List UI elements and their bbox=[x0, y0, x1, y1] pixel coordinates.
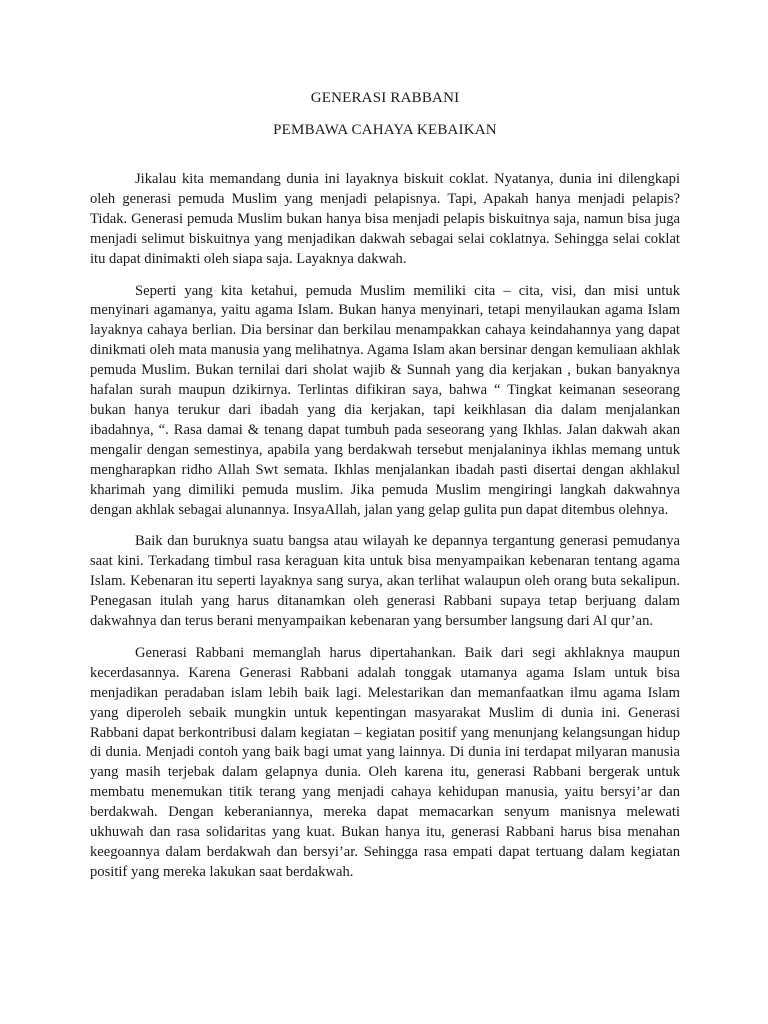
paragraph-2: Seperti yang kita ketahui, pemuda Muslim memiliki cita – cita, visi, dan misi untuk menyinari agamanya, yaitu agama Islam. Bukan hanya menyinari, tetapi menyilaukan agama Islam layaknya cahaya berlian. Dia bersinar dan berkilau menampakkan cahaya keindahannya yang dapat dinikmati oleh mata manusia yang melihatnya. Agama Islam akan bersinar dengan kemuliaan akhlak pemuda Muslim. Bukan ternilai dari sholat wajib & Sunnah yang dia kerjakan , bukan banyaknya hafalan surah maupun dzikirnya. Terlintas difikiran saya, bahwa “ Tingkat keimanan seseorang bukan hanya terukur dari ibadah yang dia kerjakan, tapi keikhlasan dia dalam menjalankan ibadahnya, “. Rasa damai & tenang dapat tumbuh pada seseorang yang Ikhlas. Jalan dakwah akan mengalir dengan semestinya, apabila yang berdakwah tersebut menjalaninya ikhlas memang untuk mengharapkan ridho Allah Swt semata. Ikhlas menjalankan ibadah pasti disertai dengan akhlakul kharimah yang dimiliki pemuda muslim. Jika pemuda Muslim mengiringi langkah dakwahnya dengan akhlak sebagai alunannya. InsyaAllah, jalan yang gelap gulita pun dapat ditembus olehnya. bbox=[90, 282, 680, 518]
paragraph-4: Generasi Rabbani memanglah harus dipertahankan. Baik dari segi akhlaknya maupun kecerdasannya. Karena Generasi Rabbani adalah tonggak utamanya agama Islam untuk bisa menjadikan peradaban islam lebih baik lagi. Melestarikan dan memanfaatkan ilmu agama Islam yang diperoleh sebaik mungkin untuk kepentingan masyarakat Muslim di dunia ini. Generasi Rabbani dapat berkontribusi dalam kegiatan – kegiatan positif yang menunjang kelangsungan hidup di dunia. Menjadi contoh yang baik bagi umat yang lainnya. Di dunia ini terdapat milyaran manusia yang masih terjebak dalam gelapnya dunia. Oleh karena itu, generasi Rabbani bergerak untuk membatu menemukan titik terang yang menjadi cahaya kehidupan manusia, yaitu bersyi’ar dan berdakwah. Dengan keberaniannya, mereka dapat memacarkan senyum manisnya melewati ukhuwah dan rasa solidaritas yang kuat. Bukan hanya itu, generasi Rabbani harus bisa menahan keegoannya dalam berdakwah dan bersyi’ar. Sehingga rasa empati dapat tertuang dalam kegiatan positif yang mereka lakukan saat berdakwah. bbox=[90, 644, 680, 880]
document-subtitle: PEMBAWA CAHAYA KEBAIKAN bbox=[273, 122, 497, 138]
paragraph-1: Jikalau kita memandang dunia ini layaknya biskuit coklat. Nyatanya, dunia ini dilengkapi oleh generasi pemuda Muslim yang menjadi pelapisnya. Tapi, Apakah hanya menjadi pelapis? Tidak. Generasi pemuda Muslim bukan hanya bisa menjadi pelapis biskuitnya saja, namun bisa juga menjadi selimut biskuitnya yang menjadikan dakwah sebagai selai coklatnya. Sehingga selai coklat itu dapat dinimakti oleh siapa saja. Layaknya dakwah. bbox=[90, 171, 680, 267]
document-page bbox=[90, 88, 680, 895]
document-title: GENERASI RABBANI bbox=[310, 90, 460, 106]
paragraph-3: Baik dan buruknya suatu bangsa atau wilayah ke depannya tergantung generasi pemudanya saat kini. Terkadang timbul rasa keraguan kita untuk bisa menyampaikan kebenaran tentang agama Islam. Kebenaran itu seperti layaknya sang surya, akan terlihat walaupun oleh orang buta sekalipun. Penegasan itulah yang harus ditanamkan oleh generasi Rabbani supaya tetap berjuang dalam dakwahnya dan terus berani menyampaikan kebenaran yang bersumber langsung dari Al qur’an. bbox=[90, 533, 680, 630]
